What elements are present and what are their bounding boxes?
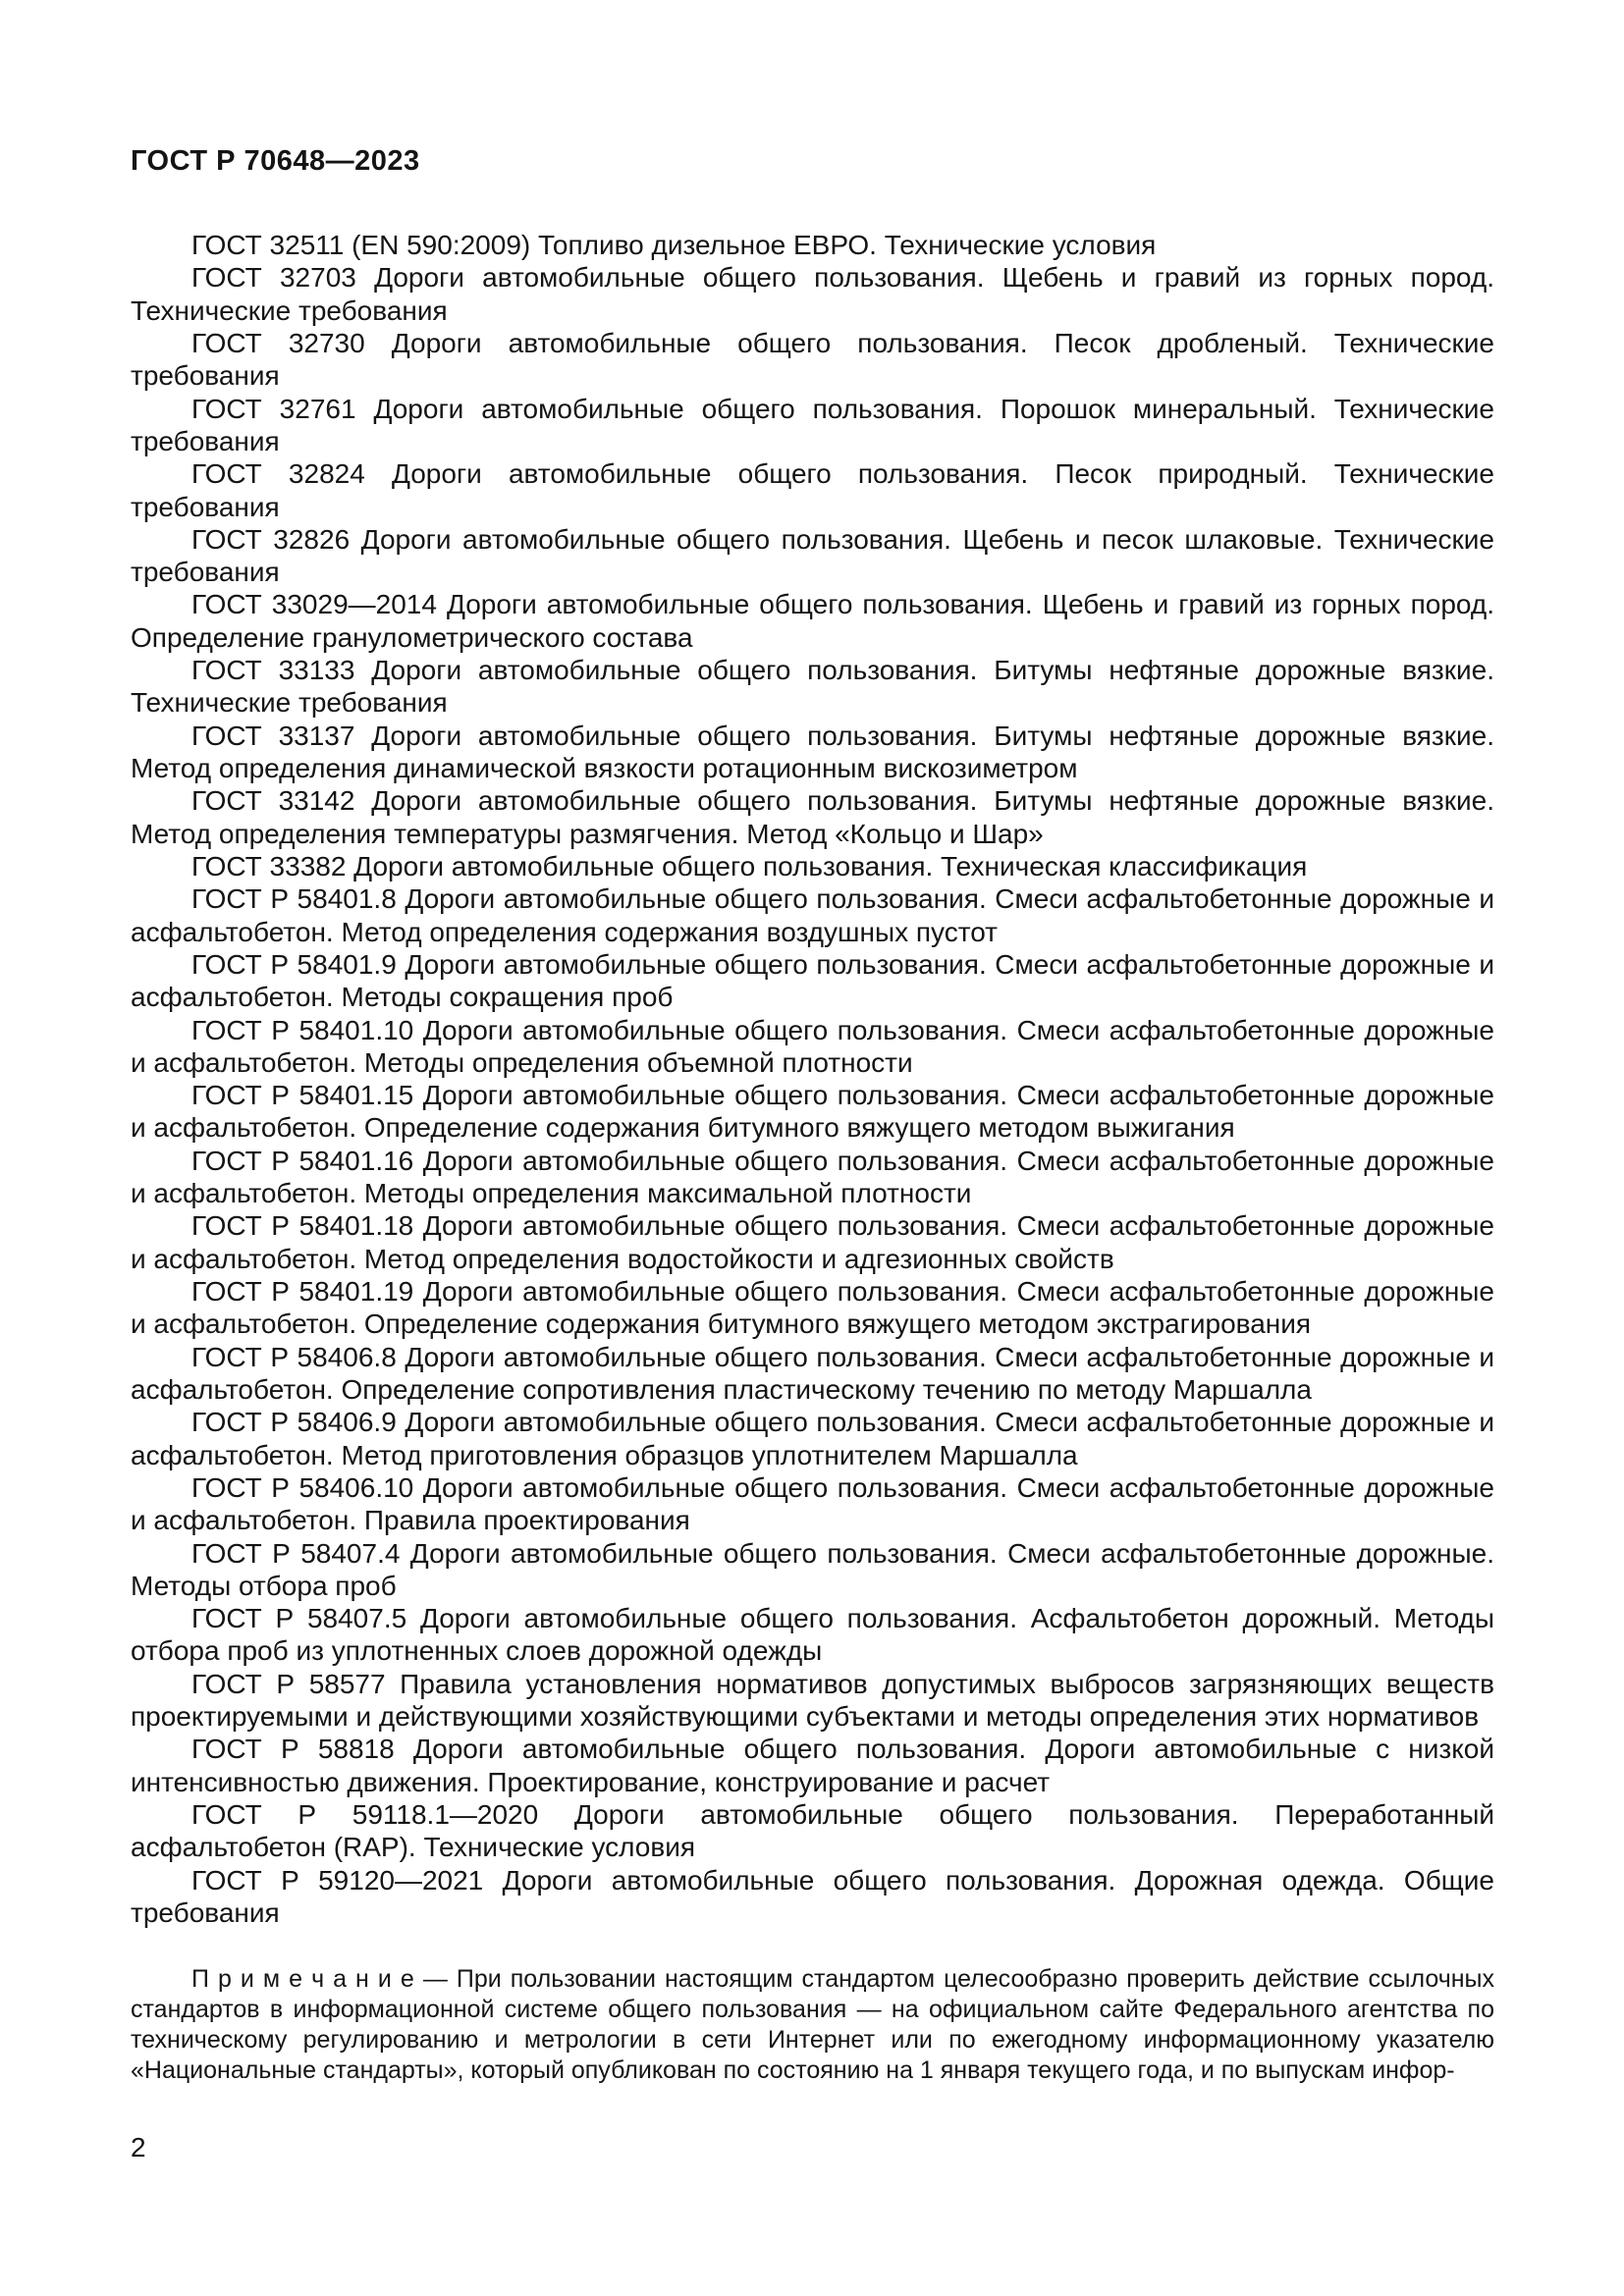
reference-item: ГОСТ Р 58406.9 Дороги автомобильные общего пользования. Смеси асфальтобетонные дорожные и асфальтобетон. Метод приготовления образцов уплотнителем Маршалла xyxy=(131,1407,1494,1470)
reference-item: ГОСТ Р 58577 Правила установления нормативов допустимых выбросов загрязняющих веществ проектируемыми и действующими хозяйствующими субъектами и методы определения этих нормативов xyxy=(131,1668,1494,1733)
reference-item: ГОСТ 32730 Дороги автомобильные общего пользования. Песок дробленый. Технические требования xyxy=(131,327,1494,392)
reference-item: ГОСТ Р 58401.8 Дороги автомобильные общего пользования. Смеси асфальтобетонные дорожные и асфальтобетон. Метод определения содержания воздушных пустот xyxy=(131,883,1494,947)
reference-item: ГОСТ Р 58407.5 Дороги автомобильные общего пользования. Асфальтобетон дорожный. Методы отбора проб из уплотненных слоев дорожной одежды xyxy=(131,1603,1494,1667)
note-label: П р и м е ч а н и е xyxy=(191,1965,414,1994)
reference-item: ГОСТ Р 58401.15 Дороги автомобильные общего пользования. Смеси асфальтобетонные дорожные и асфальтобетон. Определение содержания битумного вяжущего методом выжигания xyxy=(131,1080,1494,1144)
page-number: 2 xyxy=(131,2132,146,2163)
reference-item: ГОСТ Р 58401.16 Дороги автомобильные общего пользования. Смеси асфальтобетонные дорожные и асфальтобетон. Методы определения максимальной плотности xyxy=(131,1145,1494,1209)
reference-item: ГОСТ Р 58401.19 Дороги автомобильные общего пользования. Смеси асфальтобетонные дорожные и асфальтобетон. Определение содержания битумного вяжущего методом экстрагирования xyxy=(131,1276,1494,1340)
references-list xyxy=(131,229,1494,1929)
reference-item: ГОСТ Р 58407.4 Дороги автомобильные общего пользования. Смеси асфальтобетонные дорожные. Методы отбора проб xyxy=(131,1537,1494,1601)
reference-item: ГОСТ Р 58406.8 Дороги автомобильные общего пользования. Смеси асфальтобетонные дорожные и асфальтобетон. Определение сопротивления пластическому течению по методу Маршалла xyxy=(131,1341,1494,1405)
reference-item: ГОСТ 33029—2014 Дороги автомобильные общего пользования. Щебень и гравий из горных пород. Определение гранулометрического состава xyxy=(131,589,1494,653)
reference-item: ГОСТ 33382 Дороги автомобильные общего пользования. Техническая классификация xyxy=(191,850,1308,881)
reference-item: ГОСТ Р 59118.1—2020 Дороги автомобильные общего пользования. Переработанный асфальтобетон (RAP). Технические условия xyxy=(131,1799,1494,1863)
reference-item: ГОСТ Р 58401.18 Дороги автомобильные общего пользования. Смеси асфальтобетонные дорожные и асфальтобетон. Метод определения водостойкости и адгезионных свойств xyxy=(131,1210,1494,1274)
reference-item: ГОСТ 33142 Дороги автомобильные общего пользования. Битумы нефтяные дорожные вязкие. Метод определения температуры размягчения. Метод «Кольцо и Шар» xyxy=(131,785,1494,849)
note-paragraph xyxy=(131,1964,1494,2085)
reference-item: ГОСТ Р 58401.9 Дороги автомобильные общего пользования. Смеси асфальтобетонные дорожные и асфальтобетон. Методы сокращения проб xyxy=(131,948,1494,1013)
reference-item: ГОСТ Р 58406.10 Дороги автомобильные общего пользования. Смеси асфальтобетонные дорожные и асфальтобетон. Правила проектирования xyxy=(131,1471,1494,1536)
reference-item: ГОСТ 32761 Дороги автомобильные общего пользования. Порошок минеральный. Технические требования xyxy=(131,393,1494,456)
reference-item: ГОСТ Р 58401.10 Дороги автомобильные общего пользования. Смеси асфальтобетонные дорожные и асфальтобетон. Методы определения объемной плотности xyxy=(131,1014,1494,1078)
note-text: — При пользовании настоящим стандартом целесообразно проверить действие ссылочных стандартов в информационной системе общего пользования — на официальном сайте Федерального агентства по техническому регулированию и метрологии в сети Интернет или по ежегодному информационному указателю «Национальные стандарты», который опубликован по состоянию на 1 января текущего года, и по выпускам инфор- xyxy=(131,1965,1494,2084)
document-header: ГОСТ Р 70648—2023 xyxy=(131,145,420,177)
reference-item: ГОСТ 33133 Дороги автомобильные общего пользования. Битумы нефтяные дорожные вязкие. Технические требования xyxy=(131,655,1494,719)
reference-item: ГОСТ 32824 Дороги автомобильные общего пользования. Песок природный. Технические требования xyxy=(131,458,1494,522)
reference-item: ГОСТ Р 58818 Дороги автомобильные общего пользования. Дороги автомобильные с низкой интенсивностью движения. Проектирование, конструирование и расчет xyxy=(131,1734,1494,1797)
reference-item: ГОСТ Р 59120—2021 Дороги автомобильные общего пользования. Дорожная одежда. Общие требования xyxy=(131,1864,1494,1928)
reference-item: ГОСТ 32826 Дороги автомобильные общего пользования. Щебень и песок шлаковые. Технические требования xyxy=(131,523,1494,588)
reference-item: ГОСТ 32511 (EN 590:2009) Топливо дизельное ЕВРО. Технические условия xyxy=(191,230,1157,260)
reference-item: ГОСТ 33137 Дороги автомобильные общего пользования. Битумы нефтяные дорожные вязкие. Метод определения динамической вязкости ротационным вискозиметром xyxy=(131,720,1494,783)
reference-item: ГОСТ 32703 Дороги автомобильные общего пользования. Щебень и гравий из горных пород. Технические требования xyxy=(131,262,1494,326)
